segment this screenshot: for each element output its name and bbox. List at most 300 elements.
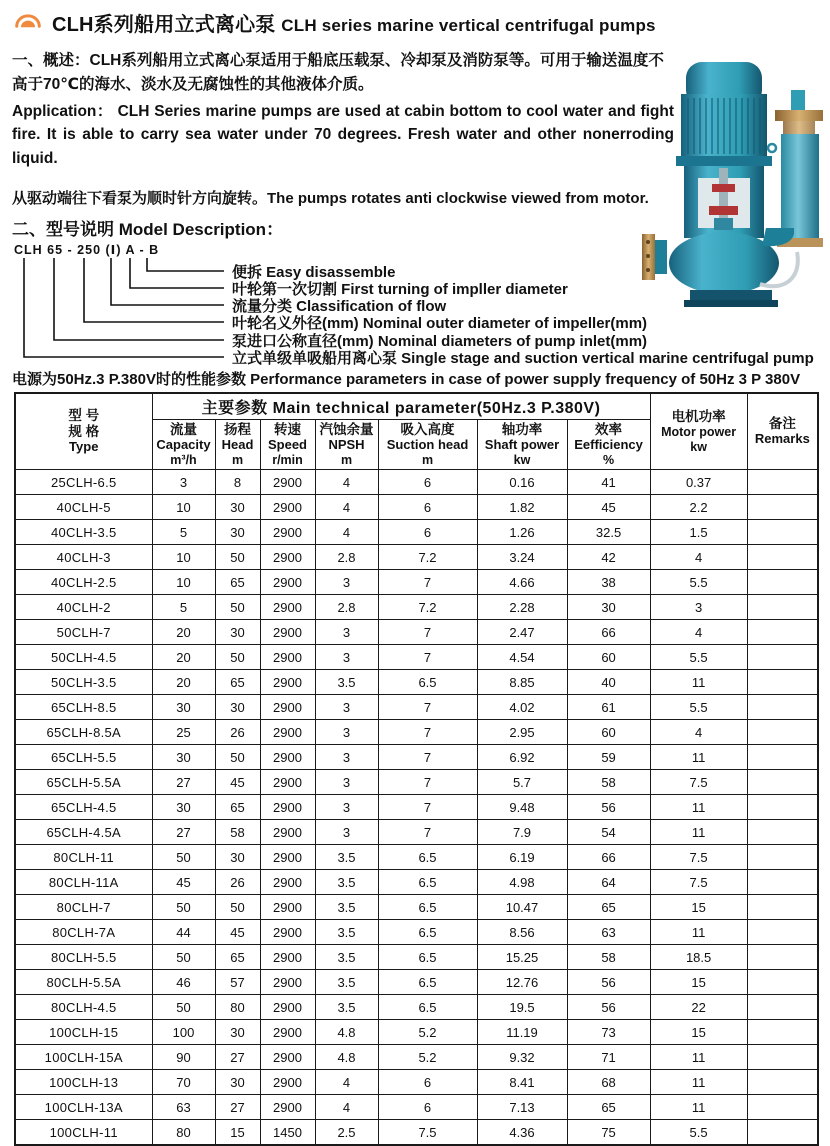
table-row: [15, 1045, 818, 1070]
cell-motor_power: 4: [650, 620, 747, 645]
cell-capacity: 5: [152, 595, 215, 620]
cell-shaft_power: 6.19: [477, 845, 567, 870]
cell-speed: 2900: [260, 770, 315, 795]
cell-npsh: 2.8: [315, 545, 378, 570]
cell-npsh: 3.5: [315, 895, 378, 920]
cell-type: 40CLH-5: [15, 495, 152, 520]
col-header-shaft-power: 轴功率 Shaft power kw: [477, 420, 567, 470]
cell-shaft_power: 8.85: [477, 670, 567, 695]
cell-type: 100CLH-13A: [15, 1095, 152, 1120]
cell-type: 50CLH-4.5: [15, 645, 152, 670]
col-header-speed: 转速 Speed r/min: [260, 420, 315, 470]
cell-shaft_power: 7.9: [477, 820, 567, 845]
table-row: [15, 520, 818, 545]
cell-remarks: [747, 545, 818, 570]
page-title-zh: CLH系列船用立式离心泵: [52, 14, 276, 36]
cell-motor_power: 22: [650, 995, 747, 1020]
cell-type: 65CLH-8.5A: [15, 720, 152, 745]
cell-motor_power: 5.5: [650, 695, 747, 720]
cell-type: 65CLH-4.5A: [15, 820, 152, 845]
cell-shaft_power: 8.41: [477, 1070, 567, 1095]
cell-npsh: 2.5: [315, 1120, 378, 1145]
cell-motor_power: 7.5: [650, 845, 747, 870]
table-row: [15, 720, 818, 745]
cell-head: 45: [215, 920, 260, 945]
cell-npsh: 3: [315, 770, 378, 795]
cell-shaft_power: 1.82: [477, 495, 567, 520]
table-row: [15, 745, 818, 770]
cell-type: 50CLH-3.5: [15, 670, 152, 695]
cell-suction_head: 7.2: [378, 545, 477, 570]
cell-motor_power: 5.5: [650, 570, 747, 595]
model-code: CLH 65 - 250 (Ⅰ) A - B: [14, 242, 160, 257]
cell-speed: 2900: [260, 820, 315, 845]
cell-capacity: 30: [152, 695, 215, 720]
cell-remarks: [747, 970, 818, 995]
cell-suction_head: 7: [378, 795, 477, 820]
cell-efficiency: 56: [567, 970, 650, 995]
cell-motor_power: 0.37: [650, 470, 747, 495]
table-row: [15, 895, 818, 920]
model-code-tree: [14, 242, 818, 366]
cell-npsh: 3.5: [315, 870, 378, 895]
cell-head: 65: [215, 945, 260, 970]
cell-shaft_power: 0.16: [477, 470, 567, 495]
cell-capacity: 50: [152, 895, 215, 920]
cell-head: 15: [215, 1120, 260, 1145]
cell-speed: 2900: [260, 795, 315, 820]
cell-npsh: 4: [315, 470, 378, 495]
model-item-inlet-diameter: 泵进口公称直径(mm) Nominal diameters of pump inlet(mm): [232, 332, 648, 350]
cell-type: 65CLH-5.5: [15, 745, 152, 770]
cell-speed: 2900: [260, 645, 315, 670]
cell-remarks: [747, 845, 818, 870]
cell-speed: 2900: [260, 1070, 315, 1095]
cell-remarks: [747, 820, 818, 845]
cell-shaft_power: 10.47: [477, 895, 567, 920]
col-header-capacity: 流量 Capacity m³/h: [152, 420, 215, 470]
cell-type: 80CLH-7A: [15, 920, 152, 945]
model-item-impeller-diameter: 叶轮名义外径(mm) Nominal outer diameter of impeller(mm): [232, 314, 648, 332]
cell-npsh: 3: [315, 795, 378, 820]
cell-npsh: 3: [315, 620, 378, 645]
cell-efficiency: 66: [567, 845, 650, 870]
cell-capacity: 63: [152, 1095, 215, 1120]
cell-npsh: 3.5: [315, 920, 378, 945]
col-header-type: 型 号 规 格 Type: [15, 393, 152, 470]
cell-remarks: [747, 720, 818, 745]
cell-type: 100CLH-15A: [15, 1045, 152, 1070]
model-description-heading: 二、型号说明 Model Description：: [12, 219, 284, 239]
table-row: [15, 845, 818, 870]
cell-suction_head: 6: [378, 1095, 477, 1120]
cell-shaft_power: 4.54: [477, 645, 567, 670]
overview-zh: 一、概述：CLH系列船用立式离心泵适用于船底压载泵、冷却泵及消防泵等。可用于输送温度不高于70℃的海水、淡水及无腐蚀性的其他液体介质。: [12, 52, 664, 94]
cell-npsh: 3: [315, 570, 378, 595]
cell-capacity: 25: [152, 720, 215, 745]
cell-efficiency: 40: [567, 670, 650, 695]
brand-arc-icon: [12, 11, 44, 34]
cell-remarks: [747, 570, 818, 595]
cell-speed: 2900: [260, 520, 315, 545]
cell-motor_power: 15: [650, 1020, 747, 1045]
cell-suction_head: 7: [378, 645, 477, 670]
cell-capacity: 20: [152, 645, 215, 670]
cell-efficiency: 61: [567, 695, 650, 720]
performance-note: 电源为50Hz.3 P.380V时的性能参数 Performance parameters in case of power supply frequency of 50Hz 3 P 380V: [12, 370, 801, 388]
cell-type: 80CLH-4.5: [15, 995, 152, 1020]
cell-suction_head: 7: [378, 820, 477, 845]
cell-capacity: 80: [152, 1120, 215, 1145]
cell-speed: 2900: [260, 1045, 315, 1070]
cell-shaft_power: 19.5: [477, 995, 567, 1020]
cell-motor_power: 3: [650, 595, 747, 620]
performance-table: [14, 392, 819, 1146]
cell-efficiency: 75: [567, 1120, 650, 1145]
cell-remarks: [747, 495, 818, 520]
cell-head: 50: [215, 645, 260, 670]
cell-capacity: 10: [152, 495, 215, 520]
table-row: [15, 470, 818, 495]
tree-connector-lines: [14, 258, 226, 362]
cell-type: 25CLH-6.5: [15, 470, 152, 495]
table-row: [15, 970, 818, 995]
cell-head: 26: [215, 720, 260, 745]
cell-suction_head: 7: [378, 620, 477, 645]
cell-type: 80CLH-7: [15, 895, 152, 920]
cell-suction_head: 7: [378, 695, 477, 720]
cell-type: 40CLH-3.5: [15, 520, 152, 545]
cell-npsh: 3.5: [315, 970, 378, 995]
cell-npsh: 2.8: [315, 595, 378, 620]
cell-shaft_power: 8.56: [477, 920, 567, 945]
cell-speed: 2900: [260, 945, 315, 970]
cell-suction_head: 6: [378, 1070, 477, 1095]
cell-type: 100CLH-13: [15, 1070, 152, 1095]
cell-efficiency: 63: [567, 920, 650, 945]
col-header-npsh: 汽蚀余量 NPSH m: [315, 420, 378, 470]
cell-head: 30: [215, 695, 260, 720]
cell-head: 30: [215, 1070, 260, 1095]
cell-remarks: [747, 670, 818, 695]
cell-suction_head: 6.5: [378, 670, 477, 695]
cell-npsh: 4: [315, 1095, 378, 1120]
table-row: [15, 695, 818, 720]
table-row: [15, 1095, 818, 1120]
cell-remarks: [747, 895, 818, 920]
cell-motor_power: 4: [650, 720, 747, 745]
cell-npsh: 3: [315, 695, 378, 720]
cell-efficiency: 73: [567, 1020, 650, 1045]
cell-motor_power: 5.5: [650, 645, 747, 670]
cell-type: 50CLH-7: [15, 620, 152, 645]
cell-type: 65CLH-4.5: [15, 795, 152, 820]
overview-section: [12, 49, 674, 240]
cell-remarks: [747, 1045, 818, 1070]
cell-remarks: [747, 995, 818, 1020]
cell-motor_power: 4: [650, 545, 747, 570]
table-row: [15, 570, 818, 595]
cell-remarks: [747, 1120, 818, 1145]
cell-suction_head: 5.2: [378, 1045, 477, 1070]
cell-type: 80CLH-5.5: [15, 945, 152, 970]
cell-motor_power: 7.5: [650, 770, 747, 795]
cell-suction_head: 6: [378, 495, 477, 520]
cell-efficiency: 58: [567, 770, 650, 795]
cell-type: 65CLH-5.5A: [15, 770, 152, 795]
cell-head: 27: [215, 1095, 260, 1120]
cell-suction_head: 6: [378, 520, 477, 545]
table-row: [15, 945, 818, 970]
cell-head: 65: [215, 670, 260, 695]
page-title-en: CLH series marine vertical centrifugal pumps: [281, 16, 656, 35]
cell-shaft_power: 15.25: [477, 945, 567, 970]
cell-shaft_power: 4.36: [477, 1120, 567, 1145]
cell-type: 80CLH-11A: [15, 870, 152, 895]
cell-remarks: [747, 795, 818, 820]
cell-npsh: 4.8: [315, 1020, 378, 1045]
cell-npsh: 3.5: [315, 995, 378, 1020]
cell-suction_head: 5.2: [378, 1020, 477, 1045]
cell-speed: 2900: [260, 670, 315, 695]
cell-shaft_power: 4.02: [477, 695, 567, 720]
cell-speed: 2900: [260, 1095, 315, 1120]
cell-suction_head: 7: [378, 720, 477, 745]
cell-motor_power: 15: [650, 970, 747, 995]
cell-speed: 2900: [260, 895, 315, 920]
cell-type: 40CLH-2.5: [15, 570, 152, 595]
cell-capacity: 27: [152, 820, 215, 845]
cell-shaft_power: 9.32: [477, 1045, 567, 1070]
cell-remarks: [747, 945, 818, 970]
cell-head: 30: [215, 1020, 260, 1045]
table-row: [15, 770, 818, 795]
cell-efficiency: 59: [567, 745, 650, 770]
cell-capacity: 30: [152, 795, 215, 820]
cell-efficiency: 41: [567, 470, 650, 495]
cell-efficiency: 68: [567, 1070, 650, 1095]
cell-speed: 2900: [260, 870, 315, 895]
cell-remarks: [747, 645, 818, 670]
table-row: [15, 820, 818, 845]
cell-capacity: 50: [152, 995, 215, 1020]
cell-suction_head: 7.5: [378, 1120, 477, 1145]
col-header-head: 扬程 Head m: [215, 420, 260, 470]
cell-speed: 2900: [260, 545, 315, 570]
cell-capacity: 45: [152, 870, 215, 895]
cell-head: 50: [215, 745, 260, 770]
cell-npsh: 3.5: [315, 670, 378, 695]
cell-shaft_power: 2.28: [477, 595, 567, 620]
cell-head: 65: [215, 795, 260, 820]
cell-remarks: [747, 920, 818, 945]
cell-motor_power: 11: [650, 745, 747, 770]
table-row: [15, 645, 818, 670]
cell-efficiency: 64: [567, 870, 650, 895]
cell-suction_head: 6.5: [378, 970, 477, 995]
cell-motor_power: 11: [650, 1070, 747, 1095]
cell-efficiency: 45: [567, 495, 650, 520]
cell-capacity: 5: [152, 520, 215, 545]
cell-efficiency: 56: [567, 995, 650, 1020]
cell-speed: 2900: [260, 595, 315, 620]
cell-npsh: 3.5: [315, 945, 378, 970]
application-label: Application：: [12, 103, 113, 121]
table-row: [15, 870, 818, 895]
cell-shaft_power: 5.7: [477, 770, 567, 795]
cell-type: 40CLH-2: [15, 595, 152, 620]
cell-speed: 2900: [260, 695, 315, 720]
cell-speed: 2900: [260, 745, 315, 770]
model-item-flow-classification: 流量分类 Classification of flow: [232, 297, 447, 315]
pump-table-body: [15, 470, 818, 1145]
cell-shaft_power: 7.13: [477, 1095, 567, 1120]
cell-head: 65: [215, 570, 260, 595]
cell-shaft_power: 4.66: [477, 570, 567, 595]
cell-motor_power: 11: [650, 820, 747, 845]
cell-suction_head: 7: [378, 570, 477, 595]
table-row: [15, 495, 818, 520]
cell-head: 30: [215, 495, 260, 520]
main-parameter-group-header: 主要参数 Main technical parameter(50Hz.3 P.380V): [152, 393, 650, 420]
cell-efficiency: 58: [567, 945, 650, 970]
cell-motor_power: 11: [650, 920, 747, 945]
rotation-note: 从驱动端往下看泵为顺时针方向旋转。The pumps rotates anti clockwise viewed from motor.: [12, 189, 649, 207]
cell-shaft_power: 9.48: [477, 795, 567, 820]
table-row: [15, 920, 818, 945]
cell-efficiency: 42: [567, 545, 650, 570]
cell-head: 50: [215, 895, 260, 920]
cell-head: 27: [215, 1045, 260, 1070]
cell-head: 8: [215, 470, 260, 495]
cell-suction_head: 7: [378, 745, 477, 770]
cell-speed: 2900: [260, 470, 315, 495]
cell-efficiency: 54: [567, 820, 650, 845]
cell-shaft_power: 2.47: [477, 620, 567, 645]
cell-npsh: 3.5: [315, 845, 378, 870]
cell-npsh: 3: [315, 645, 378, 670]
doc-header: [12, 8, 818, 37]
cell-remarks: [747, 470, 818, 495]
cell-capacity: 70: [152, 1070, 215, 1095]
cell-type: 100CLH-11: [15, 1120, 152, 1145]
col-header-suction-head: 吸入高度 Suction head m: [378, 420, 477, 470]
cell-remarks: [747, 620, 818, 645]
cell-speed: 2900: [260, 845, 315, 870]
cell-efficiency: 32.5: [567, 520, 650, 545]
cell-head: 30: [215, 620, 260, 645]
cell-efficiency: 60: [567, 645, 650, 670]
cell-speed: 2900: [260, 570, 315, 595]
cell-efficiency: 65: [567, 895, 650, 920]
cell-shaft_power: 11.19: [477, 1020, 567, 1045]
table-row: [15, 795, 818, 820]
table-row: [15, 1120, 818, 1145]
application-text: CLH Series marine pumps are used at cabin bottom to cool water and fight fire. It is able to carry sea water under 70 degrees. Fresh water and other nonerroding liquid.: [12, 103, 675, 167]
cell-remarks: [747, 745, 818, 770]
cell-remarks: [747, 695, 818, 720]
cell-efficiency: 30: [567, 595, 650, 620]
cell-motor_power: 15: [650, 895, 747, 920]
table-row: [15, 545, 818, 570]
cell-capacity: 100: [152, 1020, 215, 1045]
cell-suction_head: 7.2: [378, 595, 477, 620]
cell-capacity: 50: [152, 845, 215, 870]
cell-capacity: 10: [152, 570, 215, 595]
cell-motor_power: 11: [650, 1095, 747, 1120]
cell-motor_power: 5.5: [650, 1120, 747, 1145]
cell-remarks: [747, 1020, 818, 1045]
cell-efficiency: 65: [567, 1095, 650, 1120]
model-item-easy-disassemble: 便拆 Easy disassemble: [232, 263, 396, 281]
cell-capacity: 20: [152, 670, 215, 695]
cell-head: 57: [215, 970, 260, 995]
cell-head: 26: [215, 870, 260, 895]
model-item-first-turning: 叶轮第一次切割 First turning of impller diameter: [232, 280, 568, 298]
cell-suction_head: 7: [378, 770, 477, 795]
cell-npsh: 4: [315, 520, 378, 545]
cell-npsh: 3: [315, 820, 378, 845]
cell-motor_power: 18.5: [650, 945, 747, 970]
cell-suction_head: 6.5: [378, 870, 477, 895]
cell-head: 80: [215, 995, 260, 1020]
cell-remarks: [747, 770, 818, 795]
cell-npsh: 4.8: [315, 1045, 378, 1070]
cell-type: 80CLH-11: [15, 845, 152, 870]
cell-speed: 2900: [260, 620, 315, 645]
cell-efficiency: 66: [567, 620, 650, 645]
cell-suction_head: 6.5: [378, 995, 477, 1020]
table-row: [15, 995, 818, 1020]
cell-shaft_power: 6.92: [477, 745, 567, 770]
cell-suction_head: 6.5: [378, 945, 477, 970]
cell-efficiency: 71: [567, 1045, 650, 1070]
cell-capacity: 3: [152, 470, 215, 495]
table-row: [15, 1070, 818, 1095]
cell-shaft_power: 2.95: [477, 720, 567, 745]
cell-capacity: 20: [152, 620, 215, 645]
cell-motor_power: 11: [650, 795, 747, 820]
cell-suction_head: 6: [378, 470, 477, 495]
cell-speed: 2900: [260, 970, 315, 995]
cell-capacity: 90: [152, 1045, 215, 1070]
table-row: [15, 620, 818, 645]
cell-head: 50: [215, 545, 260, 570]
cell-capacity: 27: [152, 770, 215, 795]
cell-capacity: 44: [152, 920, 215, 945]
cell-shaft_power: 12.76: [477, 970, 567, 995]
table-row: [15, 1020, 818, 1045]
cell-speed: 1450: [260, 1120, 315, 1145]
cell-motor_power: 7.5: [650, 870, 747, 895]
overview-en: [12, 100, 674, 170]
cell-npsh: 3: [315, 745, 378, 770]
cell-npsh: 3: [315, 720, 378, 745]
cell-shaft_power: 4.98: [477, 870, 567, 895]
cell-suction_head: 6.5: [378, 895, 477, 920]
cell-motor_power: 11: [650, 670, 747, 695]
cell-speed: 2900: [260, 995, 315, 1020]
cell-speed: 2900: [260, 495, 315, 520]
cell-speed: 2900: [260, 920, 315, 945]
cell-efficiency: 56: [567, 795, 650, 820]
cell-head: 50: [215, 595, 260, 620]
cell-remarks: [747, 520, 818, 545]
table-row: [15, 595, 818, 620]
cell-motor_power: 2.2: [650, 495, 747, 520]
cell-type: 80CLH-5.5A: [15, 970, 152, 995]
cell-head: 58: [215, 820, 260, 845]
